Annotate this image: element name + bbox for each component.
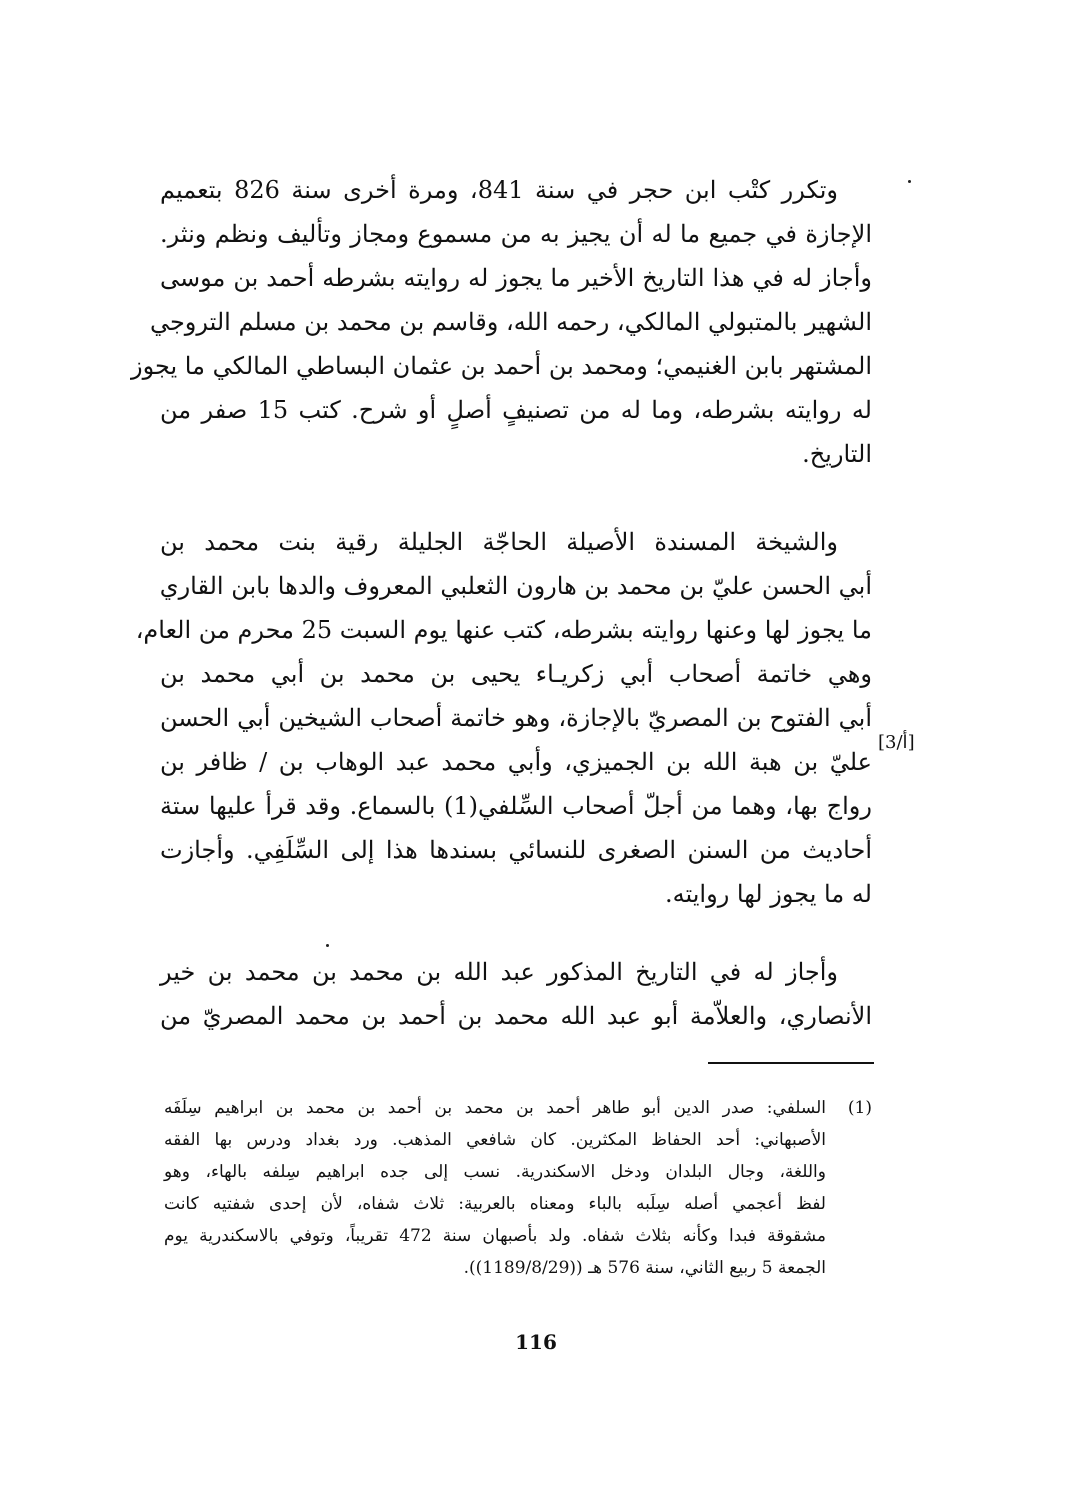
text-line: أبي الفتوح بن المصريّ بالإجازة، وهو خاتمة أصحاب الشيخين أبي الحسن	[160, 704, 872, 732]
text-line: وتكرر كتْب ابن حجر في سنة 841، ومرة أخرى سنة 826 بتعميم	[160, 176, 838, 204]
footnote-line: الأصبهاني: أحد الحفاظ المكثرين. كان شافعي المذهب. ورد بغداد ودرس بها الفقه	[164, 1130, 826, 1150]
footnote-line: لفظ أعجمي أصله سِلَبه بالباء ومعناه بالعربية: ثلاث شفاه، لأن إحدى شفتيه كانت	[164, 1194, 826, 1214]
scan-speck	[326, 944, 329, 947]
paragraph-3	[160, 950, 872, 1038]
text-line: له ما يجوز لها روايته.	[665, 880, 872, 908]
margin-folio-note: [3/أ]	[878, 732, 915, 753]
text-line: ما يجوز لها وعنها روايته بشرطه، كتب عنها يوم السبت 25 محرم من العام،	[135, 616, 872, 644]
footnote-line: السلفي: صدر الدين أبو طاهر أحمد بن محمد بن أحمد بن محمد بن ابراهيم سِلَفَه	[164, 1098, 826, 1118]
scan-speck	[908, 180, 911, 183]
text-line: له روايته بشرطه، وما له من تصنيفٍ أصلٍ أو شرح. كتب 15 صفر من	[160, 396, 872, 424]
text-line: المشتهر بابن الغنيمي؛ ومحمد بن أحمد بن عثمان البساطي المالكي ما يجوز	[131, 352, 872, 380]
footnote-body	[164, 1092, 826, 1284]
paragraph-2	[135, 520, 872, 916]
footnote-separator	[708, 1062, 874, 1064]
footnote-line: واللغة، وجال البلدان ودخل الاسكندرية. نسب إلى جده ابراهيم سِلفه بالهاء، وهو	[164, 1162, 826, 1182]
text-line: الأنصاري، والعلاّمة أبو عبد الله محمد بن أحمد بن محمد المصريّ من	[160, 1002, 872, 1030]
text-line: رواج بها، وهما من أجلّ أصحاب السِّلفي(1) بالسماع. وقد قرأ عليها ستة	[160, 792, 872, 820]
footnote-line: الجمعة 5 ربيع الثاني، سنة 576 هـ ((1189/8/29)).	[463, 1258, 826, 1278]
footnote-line: مشقوقة فبدا وكأنه بثلاث شفاه. ولد بأصبهان سنة 472 تقريباً، وتوفي بالاسكندرية يوم	[164, 1226, 826, 1246]
footnote	[164, 1092, 870, 1284]
text-line: الشهير بالمتبولي المالكي، رحمه الله، وقاسم بن محمد بن مسلم التروجي	[149, 308, 872, 336]
paragraph-1	[131, 168, 872, 476]
text-line: والشيخة المسندة الأصيلة الحاجّة الجليلة رقية بنت محمد بن	[160, 528, 838, 556]
text-line: أبي الحسن عليّ بن محمد بن هارون الثعلبي المعروف والدها بابن القاري	[159, 572, 872, 600]
text-line: عليّ بن هبة الله بن الجميزي، وأبي محمد عبد الوهاب بن / ظافر بن	[160, 748, 872, 776]
text-line: وأجاز له في التاريخ المذكور عبد الله بن محمد بن محمد بن خير	[160, 958, 838, 986]
page-number: 116	[515, 1330, 557, 1354]
text-line: الإجازة في جميع ما له أن يجيز به من مسموع ومجاز وتأليف ونظم ونثر.	[160, 220, 872, 248]
text-line: وأجاز له في هذا التاريخ الأخير ما يجوز له روايته بشرطه أحمد بن موسى	[160, 264, 872, 292]
footnote-marker: (1)	[847, 1098, 872, 1118]
text-line: التاريخ.	[802, 440, 872, 468]
text-line: وهي خاتمة أصحاب أبي زكريـاء يحيى بن محمد بن أبي محمد بن	[160, 660, 872, 688]
text-line: أحاديث من السنن الصغرى للنسائي بسندها هذا إلى السِّلَفِي. وأجازت	[160, 836, 872, 864]
